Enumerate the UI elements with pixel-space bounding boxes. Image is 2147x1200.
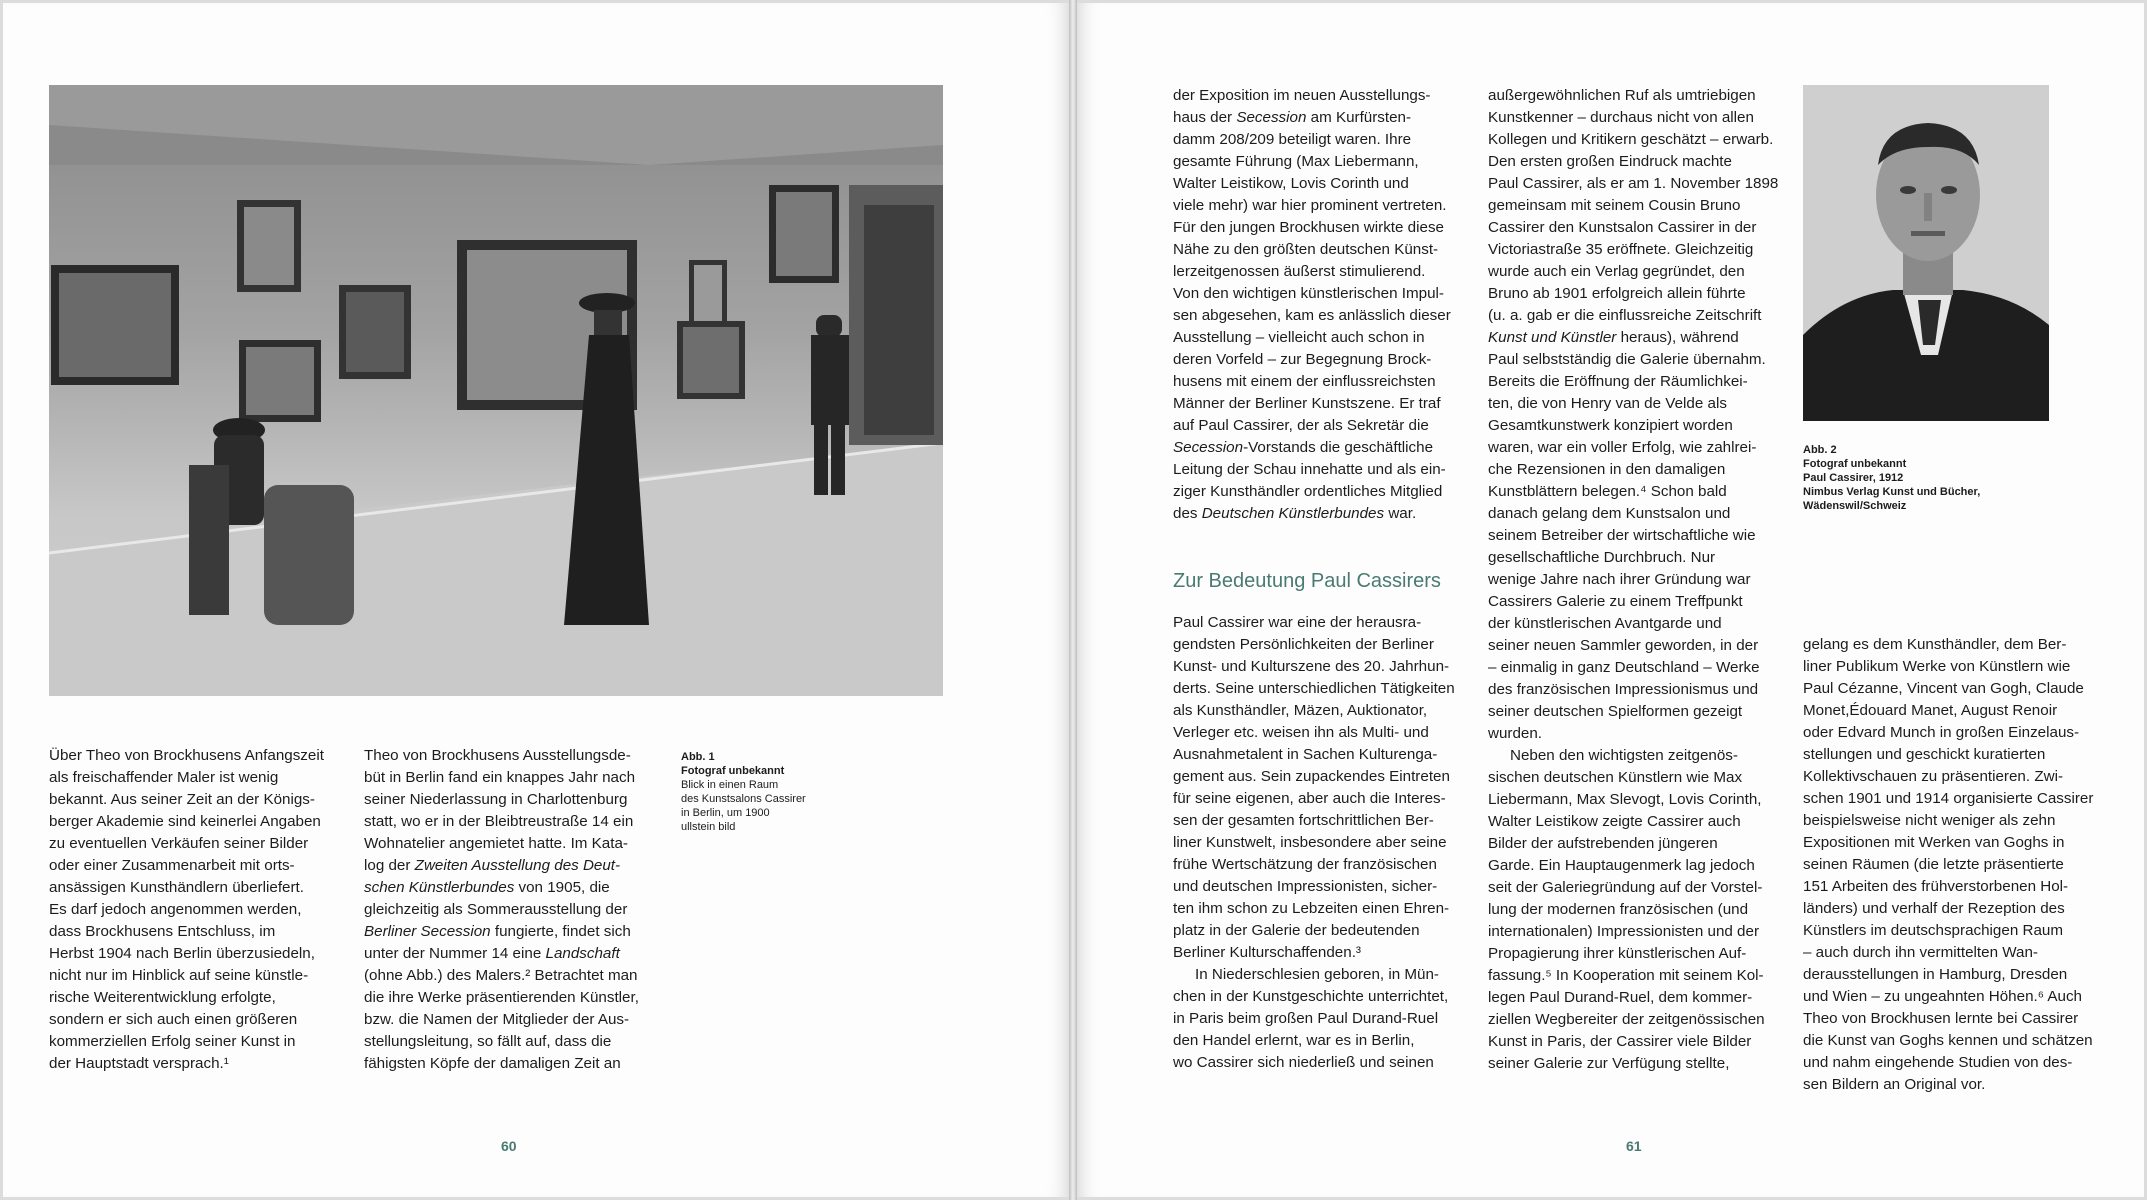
paragraph: In Niederschlesien geboren, in Mün- chen in der Kunstgeschichte unterrichtet, in Paris beim großen Paul Durand-Ruel den Handel erlernt, war es in Berlin, wo Cassirer sich niederließ und seinen bbox=[1173, 966, 1449, 1071]
caption-line: Abb. 1 bbox=[681, 751, 715, 763]
figure-2-caption bbox=[1803, 443, 1980, 513]
italic-title: Zweiten Ausstellung des Deut- schen Künstlerbundes bbox=[364, 857, 621, 896]
paragraph bbox=[364, 745, 664, 1075]
text-run: außergewöhnlichen Ruf als umtriebigen Kunstkenner – durchaus nicht von allen Kollegen und Kritikern geschätzt – erwarb. Den ersten großen Eindruck machte Paul Cassirer, als er am 1. November 1898 gemeinsam mit seinem Cousin Bruno Cassirer den Kunstsalon Cassirer in der Victoriastraße 35 eröffnete. Gleichzeitig wurde auch ein Verlag gegründet, den Bruno ab 1901 erfolgreich allein führte (u. a. gab er die einflussreiche Zeitschrift bbox=[1488, 87, 1779, 324]
caption-line: des Kunstsalons Cassirer bbox=[681, 793, 806, 805]
caption-line: ullstein bild bbox=[681, 821, 736, 833]
page-number-left: 60 bbox=[501, 1138, 517, 1154]
italic-title: Kunst und Künstler bbox=[1488, 329, 1617, 346]
italic-title: Landschaft bbox=[545, 945, 620, 962]
gallery-photo-illustration bbox=[49, 85, 943, 696]
portrait-photo-illustration bbox=[1803, 85, 2049, 421]
text-run: war. bbox=[1384, 505, 1417, 522]
italic-title: Secession bbox=[1236, 109, 1307, 126]
paragraph bbox=[1488, 85, 1788, 745]
gallery-photo bbox=[49, 85, 943, 696]
text-run: fungierte, findet sich unter der Nummer 14 eine bbox=[364, 923, 631, 962]
right-column-3 bbox=[1803, 634, 2108, 1096]
text-run: Theo von Brockhusens Ausstellungsde- büt in Berlin fand ein knappes Jahr nach seiner Niederlassung in Charlottenburg statt, wo er in der Bleibtreustraße 14 ein Wohnatelier angemietet hatte. Im Kata- log der bbox=[364, 747, 636, 874]
caption-line: Wädenswil/Schweiz bbox=[1803, 500, 1907, 512]
text-run: (ohne Abb.) des Malers.² Betrachtet man die ihre Werke präsentierenden Künstler, bzw. die Namen der Mitglieder der Aus- stellungsleitung, so fällt auf, dass die fähigsten Köpfe der damaligen Zeit an bbox=[364, 967, 639, 1072]
caption-line: Paul Cassirer, 1912 bbox=[1803, 472, 1904, 484]
left-column-2 bbox=[364, 745, 664, 1075]
caption-line: Nimbus Verlag Kunst und Bücher, bbox=[1803, 486, 1981, 498]
paragraph: gelang es dem Kunsthändler, dem Ber- liner Publikum Werke von Künstlern wie Paul Cézanne, Vincent van Gogh, Claude Monet,Édouard Manet, August Renoir oder Edvard Munch in großen Einzelaus- stellungen und geschickt kuratierten Kollektivschauen zu präsentieren. Zwi- schen 1901 und 1914 organisierte Cassirer beispielsweise nicht weniger als zehn Expositionen mit Werken van Goghs in seinen Räumen (die letzte präsentierte 151 Arbeiten des frühverstorbenen Hol- länders) und verhalf der Rezeption des Künstlers im deutschsprachigen Raum – auch durch ihn vermittelten Wan- derausstellungen in Hamburg, Dresden und Wien – zu ungeahnten Höhen.⁶ Auch Theo von Brockhusen lernte bei Cassirer die Kunst van Goghs kennen und schätzen und nahm eingehende Studien von des- sen Bildern an Original vor. bbox=[1803, 636, 2094, 1093]
right-column-1-bottom bbox=[1173, 612, 1473, 1074]
portrait-photo bbox=[1803, 85, 2049, 421]
paragraph: Neben den wichtigsten zeitgenös- sischen deutschen Künstlern wie Max Liebermann, Max Slevogt, Lovis Corinth, Walter Leistikow zeigte Cassirer auch Bilder der aufstrebenden jüngeren Garde. Ein Hauptaugenmerk lag jedoch seit der Galeriegründung auf der Vorstel- lung der modernen französischen (und internationalen) Impressionisten und der Propagierung ihrer künstlerischen Auf- fassung.⁵ In Kooperation mit seinem Kol- legen Paul Durand-Ruel, dem kommer- ziellen Wegbereiter der zeitgenössischen Kunst in Paris, der Cassirer viele Bilder seiner Galerie zur Verfügung stellte, bbox=[1488, 747, 1765, 1072]
paragraph: Über Theo von Brockhusens Anfangszeit als freischaffender Maler ist wenig bekannt. Aus seiner Zeit an der Königs- berger Akademie sind keinerlei Angaben zu eventuellen Verkäufen seiner Bilder oder einer Zusammenarbeit mit orts- ansässigen Kunsthändlern überliefert. Es darf jedoch angenommen werden, dass Brockhusens Entschluss, im Herbst 1904 nach Berlin überzusiedeln, nicht nur im Hinblick auf seine künstle- rische Weiterentwicklung erfolgte, sondern er sich auch einen größeren kommerziellen Erfolg seiner Kunst in der Hauptstadt versprach.¹ bbox=[49, 747, 324, 1072]
book-gutter bbox=[1069, 0, 1077, 1200]
caption-line: in Berlin, um 1900 bbox=[681, 807, 770, 819]
italic-title: Deutschen Künstlerbundes bbox=[1201, 505, 1385, 522]
caption-line: Abb. 2 bbox=[1803, 444, 1837, 456]
right-column-1-top bbox=[1173, 85, 1473, 525]
page-number-right: 61 bbox=[1626, 1138, 1642, 1154]
caption-line: Fotograf unbekannt bbox=[681, 765, 785, 777]
text-run: -Vorstands die geschäftliche Leitung der Schau innehatte und als ein- ziger Kunsthändler ordentliches Mitglied des bbox=[1173, 439, 1446, 522]
text-run: heraus), während Paul selbstständig die Galerie übernahm. Bereits die Eröffnung der Räumlichkei- ten, die von Henry van de Velde als Gesamtkunstwerk konzipiert worden waren, war ein voller Erfolg, wie zahlrei- che Rezensionen in den damaligen Kunstblättern belegen.⁴ Schon bald danach gelang dem Kunstsalon und seinem Betreiber der wirtschaftliche wie gesellschaftliche Durchbruch. Nur wenige Jahre nach ihrer Gründung war Cassirers Galerie zu einem Treffpunkt der künstlerischen Avantgarde und seiner neuen Sammler geworden, in der – einmalig in ganz Deutschland – Werke des französischen Impressionismus und seiner deutschen Spielformen gezeigt wurden. bbox=[1488, 329, 1766, 742]
text-run: von 1905, die gleichzeitig als Sommerausstellung der bbox=[364, 879, 628, 918]
section-heading: Zur Bedeutung Paul Cassirers bbox=[1173, 570, 1441, 592]
right-page bbox=[1077, 3, 2144, 1197]
text-run: der Exposition im neuen Ausstellungs- haus der bbox=[1173, 87, 1431, 126]
caption-line: Fotograf unbekannt bbox=[1803, 458, 1907, 470]
paragraph bbox=[1173, 85, 1473, 525]
left-page bbox=[3, 3, 1069, 1197]
figure-1-caption bbox=[681, 750, 806, 834]
italic-title: Berliner Secession bbox=[364, 923, 491, 940]
caption-line: Blick in einen Raum bbox=[681, 779, 779, 791]
left-column-1 bbox=[49, 745, 349, 1075]
italic-title: Secession bbox=[1173, 439, 1244, 456]
paragraph: Paul Cassirer war eine der herausra- gendsten Persönlichkeiten der Berliner Kunst- und Kulturszene des 20. Jahrhun- derts. Seine unterschiedlichen Tätigkeiten als Kunsthändler, Mäzen, Auktionator, Verleger etc. weisen ihn als Multi- und Ausnahmetalent in Sachen Kulturenga- gement aus. Sein zupackendes Eintreten für seine eigenen, aber auch die Interes- sen der gesamten fortschrittlichen Ber- liner Kunstwelt, insbesondere aber seine frühe Wertschätzung der französischen und deutschen Impressionisten, sicher- ten ihm schon zu Lebzeiten einen Ehren- platz in der Galerie der bedeutenden Berliner Kulturschaffenden.³ bbox=[1173, 614, 1455, 961]
text-run: am Kurfürsten- damm 208/209 beteiligt waren. Ihre gesamte Führung (Max Liebermann, Walter Leistikow, Lovis Corinth und viele mehr) war hier prominent vertreten. Für den jungen Brockhusen wirkte diese Nähe zu den größten deutschen Künst- lerzeitgenossen äußerst stimulierend. Von den wichtigen künstlerischen Impul- sen abgesehen, kam es anlässlich dieser Ausstellung – vielleicht auch schon in deren Vorfeld – zur Begegnung Brock- husens mit einem der einflussreichsten Männer der Berliner Kunstszene. Er traf auf Paul Cassirer, der als Sekretär die bbox=[1173, 109, 1451, 434]
right-column-2 bbox=[1488, 85, 1788, 1075]
